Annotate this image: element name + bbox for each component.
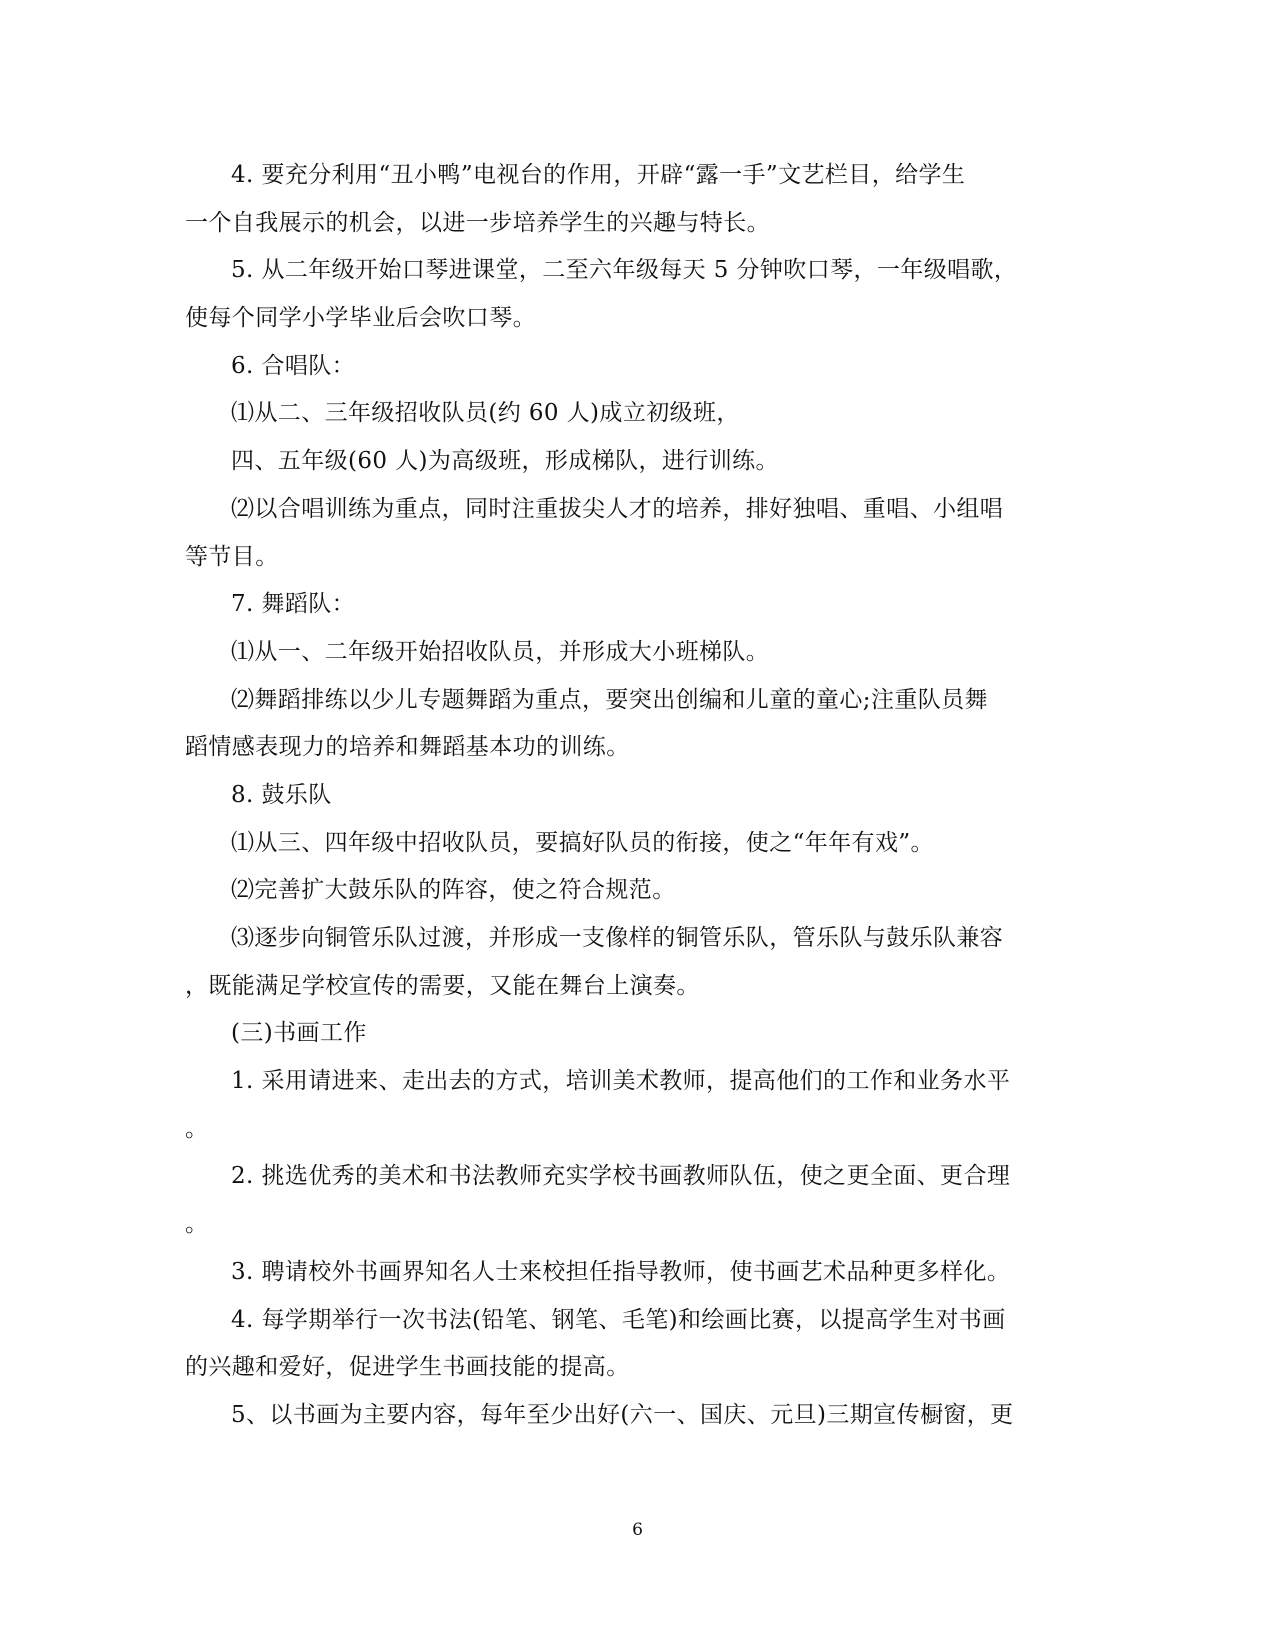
section-heading: (三)书画工作 [231, 1020, 367, 1047]
text-line: 使每个同学小学毕业后会吹口琴。 [185, 305, 536, 332]
text-line: 。 [185, 1115, 209, 1142]
text-line: 8. 鼓乐队 [231, 781, 332, 808]
document-body [185, 152, 1090, 1440]
text-line: 2. 挑选优秀的美术和书法教师充实学校书画教师队伍，使之更全面、更合理 [231, 1163, 1011, 1190]
text-line: 蹈情感表现力的培养和舞蹈基本功的训练。 [185, 734, 630, 761]
text-line: 等节目。 [185, 543, 279, 570]
text-line: ⑶逐步向铜管乐队过渡，并形成一支像样的铜管乐队，管乐队与鼓乐队兼容 [231, 925, 1004, 951]
text-line: 四、五年级(60 人)为高级班，形成梯队，进行训练。 [231, 448, 779, 475]
text-line: ⑴从二、三年级招收队员(约 60 人)成立初级班， [231, 400, 740, 427]
text-line: 3. 聘请校外书画界知名人士来校担任指导教师，使书画艺术品种更多样化。 [231, 1258, 1011, 1285]
text-line: ⑴从一、二年级开始招收队员，并形成大小班梯队。 [231, 638, 770, 665]
text-line: ⑴从三、四年级中招收队员，要搞好队员的衔接，使之“年年有戏”。 [231, 829, 934, 856]
page-number: 6 [632, 1520, 643, 1540]
text-line: 1. 采用请进来、走出去的方式，培训美术教师，提高他们的工作和业务水平 [231, 1068, 1011, 1095]
text-line: ⑵舞蹈排练以少儿专题舞蹈为重点，要突出创编和儿童的童心;注重队员舞 [231, 686, 988, 713]
text-line: 6. 合唱队： [231, 352, 356, 379]
text-line: 一个自我展示的机会，以进一步培养学生的兴趣与特长。 [185, 209, 770, 236]
text-line: ⑵以合唱训练为重点，同时注重拔尖人才的培养，排好独唱、重唱、小组唱 [231, 495, 1004, 522]
text-line: 。 [185, 1211, 209, 1238]
text-line: ⑵完善扩大鼓乐队的阵容，使之符合规范。 [231, 877, 676, 904]
text-line: 5、以书画为主要内容，每年至少出好(六一、国庆、元旦)三期宣传橱窗，更 [231, 1401, 1014, 1428]
text-line: 4. 要充分利用“丑小鸭”电视台的作用，开辟“露一手”文艺栏目，给学生 [231, 162, 966, 188]
text-line: 的兴趣和爱好，促进学生书画技能的提高。 [185, 1354, 630, 1381]
text-line: 7. 舞蹈队： [231, 591, 356, 618]
text-line: 5. 从二年级开始口琴进课堂，二至六年级每天 5 分钟吹口琴，一年级唱歌， [231, 257, 1018, 284]
text-line: ，既能满足学校宣传的需要，又能在舞台上演奏。 [185, 972, 700, 999]
text-line: 4. 每学期举行一次书法(铅笔、钢笔、毛笔)和绘画比赛，以提高学生对书画 [231, 1306, 1006, 1333]
